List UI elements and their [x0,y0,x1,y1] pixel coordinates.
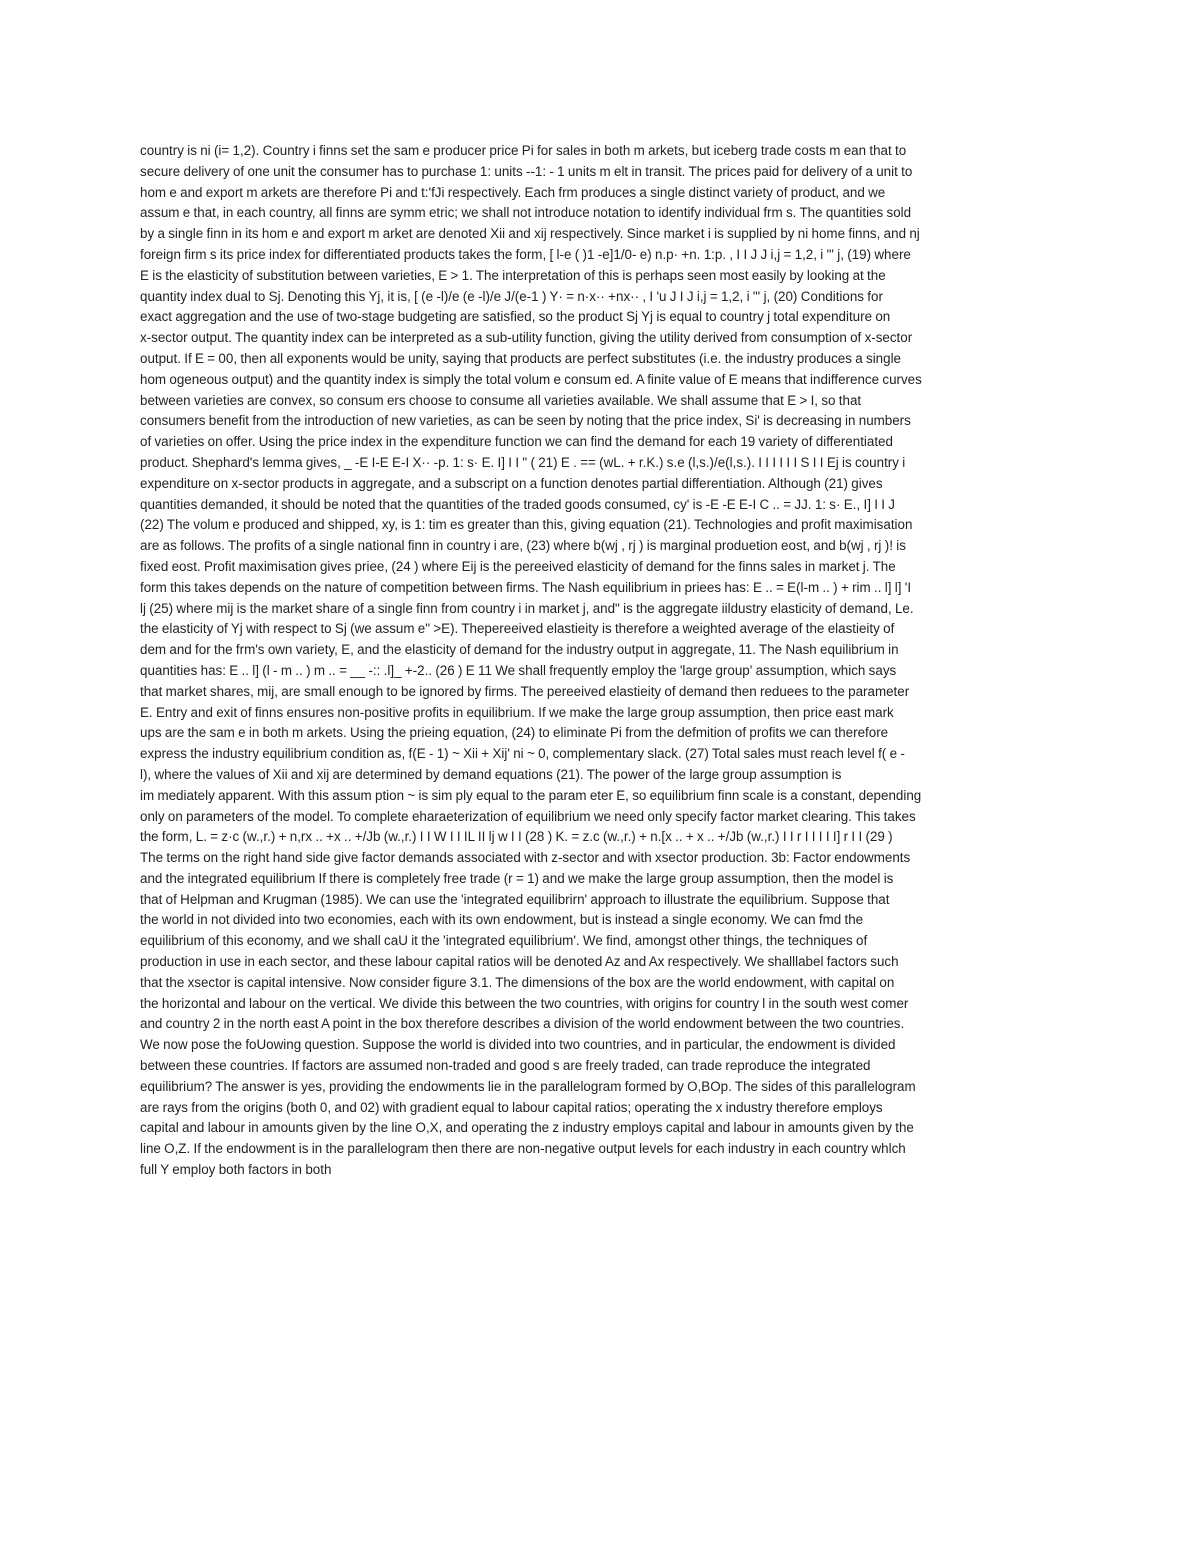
text-line: the horizontal and labour on the vertical. We divide this between the two countries, with origins for country l in the south west comer [140,995,909,1011]
text-line: equilibrium of this economy, and we shall caU it the 'integrated equilibrium'. We find, amongst other things, the techniques of [140,933,868,949]
text-line: x-sector output. The quantity index can be interpreted as a sub-utility function, giving the utility derived from consumption of x-sector [140,330,913,346]
text-line: secure delivery of one unit the consumer has to purchase 1: units --1: - 1 units m elt in transit. The prices paid for delivery of a unit to [140,163,913,179]
text-line: The terms on the right hand side give factor demands associated with z-sector and with xsector production. 3b: Factor endowments [140,850,911,866]
text-line: E is the elasticity of substitution between varieties, E > 1. The interpretation of this is perhaps seen most easily by looking at the [140,267,886,283]
text-line: country is ni (i= 1,2). Country i finns set the sam e producer price Pi for sales in both m arkets, but iceberg trade costs m ean that to [140,143,907,158]
text-line: product. Shephard's lemma gives, _ -E I-E E-I X·· -p. 1: s· E. I] I I " ( 21) E . == (wL. + r.K.) s.e (l,s.)/e(l,s.). I I I I I I S I I Ej is country i [140,454,906,470]
text-line: lj (25) where mij is the market share of a single finn from country i in market j, and" is the aggregate iildustry elasticity of demand, Le. [140,600,914,616]
text-line: the elasticity of Yj with respect to Sj (we assum e" >E). Thepereeived elastieity is therefore a weighted average of the elastieity of [140,621,895,637]
text-line: im mediately apparent. With this assum ption ~ is sim ply equal to the param eter E, so equilibrium finn scale is a constant, depending [140,787,922,803]
text-line: fixed eost. Profit maximisation gives priee, (24 ) where Eij is the pereeived elasticity of demand for the finns sales in market j. The [140,558,896,574]
text-line: by a single finn in its hom e and export m arket are denoted Xii and xij respectively. Since market i is supplied by ni home finns, and nj [140,226,920,242]
body-text [140,141,1065,1181]
text-line: between varieties are convex, so consum ers choose to consume all varieties available. We shall assume that E > I, so that [140,392,862,408]
text-line: that the xsector is capital intensive. Now consider figure 3.1. The dimensions of the box are the world endowment, with capital on [140,974,895,990]
text-line: consumers benefit from the introduction of new varieties, as can be seen by noting that the price index, Si' is decreasing in numbers [140,413,911,429]
text-line: ups are the sam e in both m arkets. Using the prieing equation, (24) to eliminate Pi from the defmition of profits we can therefore [140,725,889,741]
text-line: foreign firm s its price index for differentiated products takes the form, [ l-e ( )1 -e]1/0- e) n.p· +n. 1:p. , I I J J i,j = 1,2, i "' j, (19) where [140,246,911,262]
text-line: assum e that, in each country, all finns are symm etric; we shall not introduce notation to identify individual frm s. The quantities sold [140,205,912,221]
text-line: between these countries. If factors are assumed non-traded and good s are freely traded, can trade reproduce the integrated [140,1058,871,1074]
text-line: form this takes depends on the nature of competition between firms. The Nash equilibrium in priees has: E .. = E(l-m .. ) + rim .. l] l] 'I [140,579,912,595]
text-line: capital and labour in amounts given by the line O,X, and operating the z industry employs capital and labour in amounts given by the [140,1120,914,1136]
text-line: hom ogeneous output) and the quantity index is simply the total volum e consum ed. A finite value of E means that indifference curves [140,371,922,387]
text-line: (22) The volum e produced and shipped, xy, is 1: tim es greater than this, giving equation (21). Technologies and profit maximisation [140,517,913,533]
text-line: quantities has: E .. l] (l - m .. ) m .. = __ -:: .l]_ +-2.. (26 ) E 11 We shall frequently employ the 'large group' assumption, which says [140,662,897,678]
text-line: l), where the values of Xii and xij are determined by demand equations (21). The power of the large group assumption is [140,766,842,782]
text-line: output. If E = 00, then all exponents would be unity, saying that products are perfect substitutes (i.e. the industry produces a single [140,350,901,366]
text-line: only on parameters of the model. To complete eharaeterization of equilibrium we need only specify factor market clearing. This takes [140,808,916,824]
text-line: that of Helpman and Krugman (1985). We can use the 'integrated equilibrirn' approach to illustrate the equilibrium. Suppose that [140,891,890,907]
text-line: and the integrated equilibrium If there is completely free trade (r = 1) and we make the large group assumption, then the model is [140,870,894,886]
text-line: hom e and export m arkets are therefore Pi and t:'fJi respectively. Each frm produces a single distinct variety of product, and we [140,184,886,200]
text-line: line O,Z. If the endowment is in the parallelogram then there are non-negative output levels for each industry in each country whlch [140,1141,906,1157]
text-line: are rays from the origins (both 0, and 02) with gradient equal to labour capital ratios; operating the x industry therefore employs [140,1099,883,1115]
text-line: full Y employ both factors in both [140,1162,332,1178]
text-line: E. Entry and exit of finns ensures non-positive profits in equilibrium. If we make the large group assumption, then price east mark [140,704,894,720]
text-line: quantity index dual to Sj. Denoting this Yj, it is, [ (e -l)/e (e -l)/e J/(e-1 ) Y· = n·x·· +nx·· , I 'u J I J i,j = 1,2, i "' j, (20) Conditions for [140,288,883,304]
text-line: dem and for the frm's own variety, E, and the elasticity of demand for the industry output in aggregate, 11. The Nash equilibrium in [140,642,899,658]
text-line: We now pose the foUowing question. Suppose the world is divided into two countries, and in particular, the endowment is divided [140,1037,896,1053]
text-line: production in use in each sector, and these labour capital ratios will be denoted Az and Ax respectively. We shalllabel factors such [140,954,899,970]
text-line: exact aggregation and the use of two-stage budgeting are satisfied, so the product Sj Yj is equal to country j total expenditure on [140,309,891,325]
text-line: quantities demanded, it should be noted that the quantities of the traded goods consumed, cy' is -E -E E-I C .. = JJ. 1: s· E., I] I I J [140,496,896,512]
text-line: that market shares, mij, are small enough to be ignored by firms. The pereeived elastieity of demand then reduees to the parameter [140,683,910,699]
text-line: the form, L. = z·c (w.,r.) + n,rx .. +x .. +/Jb (w.,r.) I I W I I IL II lj w I I (28 ) K. = z.c (w.,r.) + n.[x .. + x .. +/Jb (w.,r.) I I r I I I I I] r I I (29 ) [140,829,893,845]
text-line: the world in not divided into two economies, each with its own endowment, but is instead a single economy. We can fmd the [140,912,864,928]
text-line: expenditure on x-sector products in aggregate, and a subscript on a function denotes partial differentiation. Although (21) gives [140,475,883,491]
text-line: of varieties on offer. Using the price index in the expenditure function we can find the demand for each 19 variety of differentiated [140,434,893,450]
text-line: and country 2 in the north east A point in the box therefore describes a division of the world endowment between the two countries. [140,1016,905,1032]
text-line: express the industry equilibrium condition as, f(E - 1) ~ Xii + Xij' ni ~ 0, complementary slack. (27) Total sales must reach level f( e - [140,746,905,762]
text-line: equilibrium? The answer is yes, providing the endowments lie in the parallelogram formed by O,BOp. The sides of this parallelogram [140,1078,916,1094]
text-line: are as follows. The profits of a single national finn in country i are, (23) where b(wj , rj ) is marginal produetion eost, and b(wj , rj )! is [140,538,906,554]
